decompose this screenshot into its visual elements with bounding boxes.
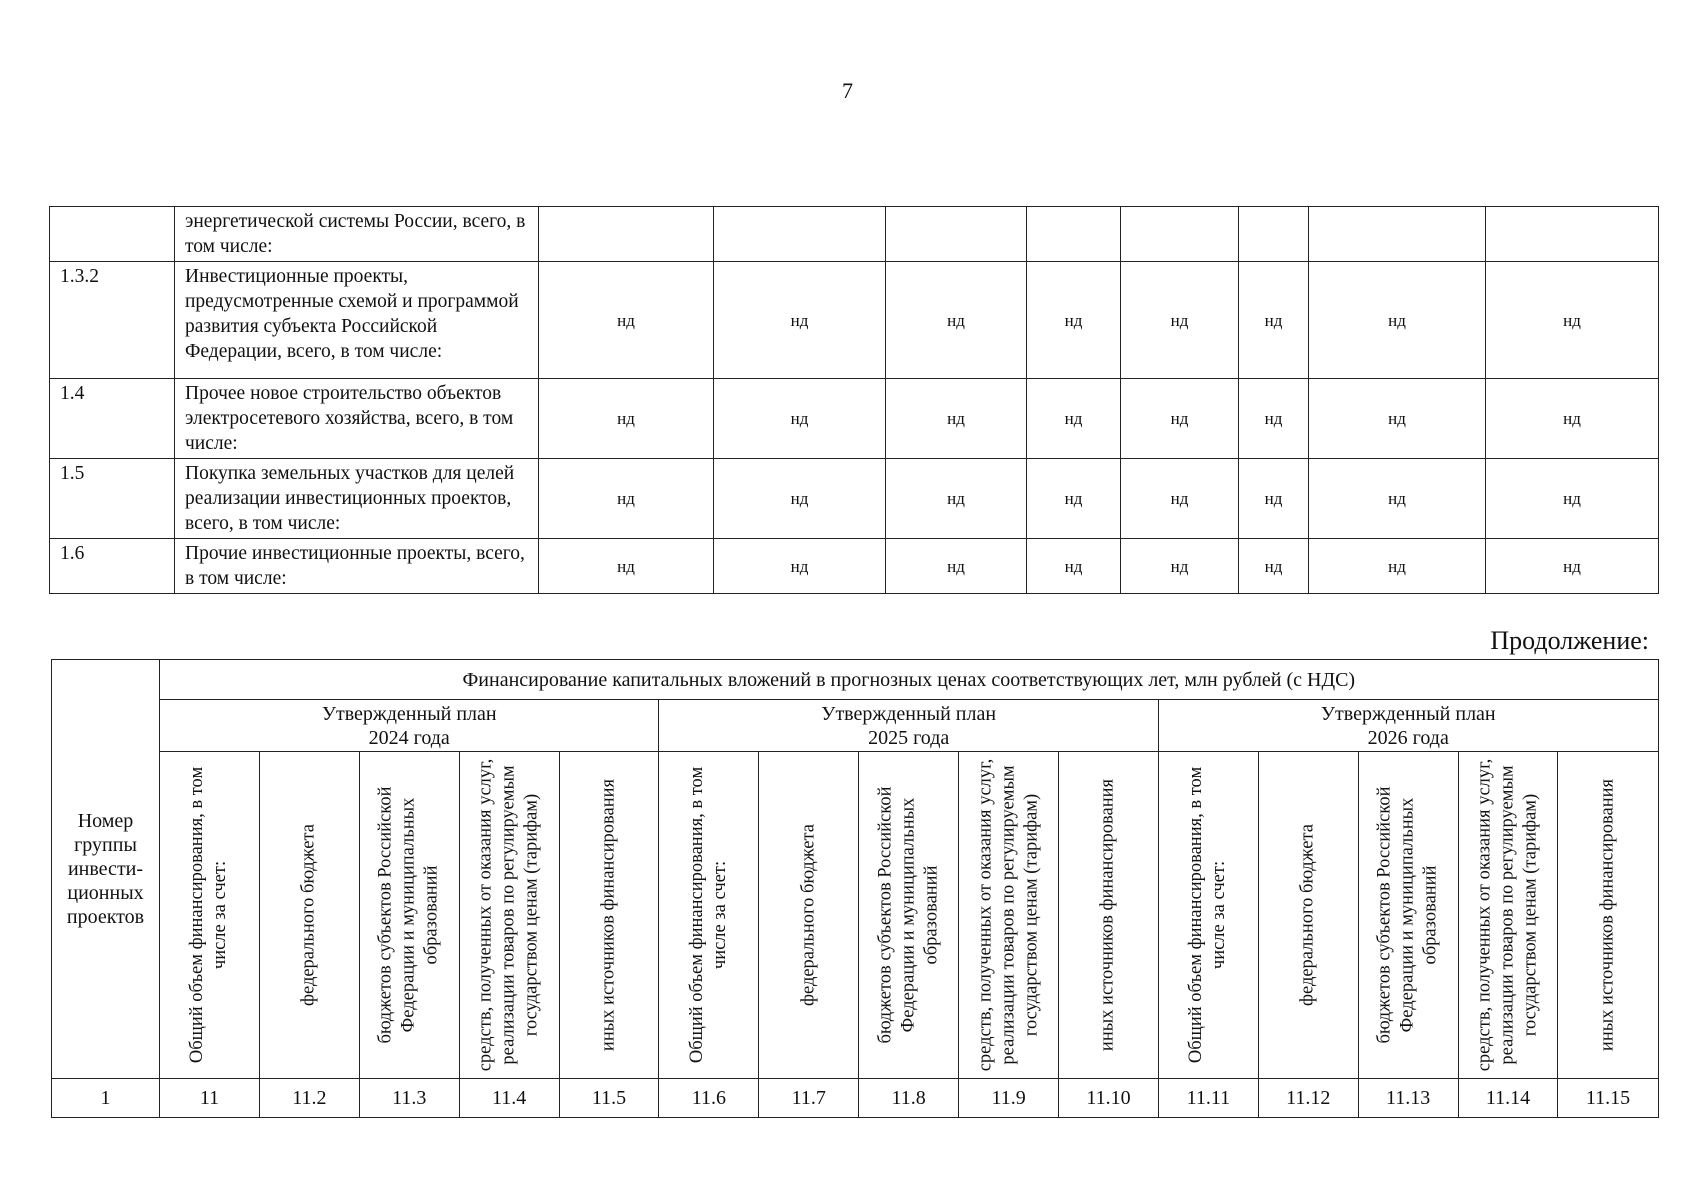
row-value: нд	[1309, 539, 1486, 594]
column-index: 11.8	[859, 1079, 959, 1118]
funding-source-header	[459, 752, 559, 1079]
funding-source-label: бюджетов субъектов Российской Федерации и муниципальных образований	[875, 786, 942, 1044]
row-value: нд	[1486, 379, 1659, 459]
year-plan-year: 2025 года	[868, 726, 950, 749]
row-value: нд	[1486, 539, 1659, 594]
funding-source-label: средств, полученных от оказания услуг, реализации товаров по регулируемым государством ценам (тарифам)	[475, 758, 542, 1072]
row-value	[539, 207, 714, 262]
column-index: 11.13	[1358, 1079, 1458, 1118]
row-value: нд	[1486, 459, 1659, 539]
column-index: 11.12	[1258, 1079, 1358, 1118]
row-value: нд	[1121, 539, 1239, 594]
year-plan-title: Утвержденный план	[821, 702, 997, 725]
row-description: Прочее новое строительство объектов электросетевого хозяйства, всего, в том числе:	[175, 379, 539, 459]
row-number: 1.6	[50, 539, 175, 594]
column-index: 11.15	[1558, 1079, 1658, 1118]
investment-projects-table	[49, 206, 1659, 594]
row-value: нд	[1239, 262, 1309, 379]
financing-main-header: Финансирование капитальных вложений в прогнозных ценах соответствующих лет, млн рублей (с НДС)	[160, 660, 1659, 700]
funding-source-header	[959, 752, 1059, 1079]
funding-source-header	[1558, 752, 1658, 1079]
funding-source-label: Общий объем финансирования, в том числе за счет:	[187, 766, 231, 1064]
funding-source-header	[1158, 752, 1258, 1079]
table-row	[50, 262, 1659, 379]
year-plan-title: Утвержденный план	[1320, 702, 1496, 725]
continuation-label: Продолжение:	[1490, 626, 1649, 655]
funding-source-header	[759, 752, 859, 1079]
funding-source-header	[859, 752, 959, 1079]
row-value: нд	[539, 539, 714, 594]
year-plan-header	[659, 700, 1158, 752]
column-index: 11.4	[459, 1079, 559, 1118]
row-value: нд	[1121, 262, 1239, 379]
row-value: нд	[1309, 262, 1486, 379]
column-index: 11.10	[1059, 1079, 1159, 1118]
column-index: 11.2	[259, 1079, 359, 1118]
column-index: 11.9	[959, 1079, 1059, 1118]
row-number: 1.5	[50, 459, 175, 539]
column-index: 11.14	[1458, 1079, 1558, 1118]
row-value: нд	[539, 459, 714, 539]
table-row	[50, 459, 1659, 539]
column-index: 11.11	[1158, 1079, 1258, 1118]
year-plan-year: 2026 года	[1367, 726, 1449, 749]
funding-source-label: Общий объем финансирования, в том числе за счет:	[686, 766, 730, 1064]
row-value: нд	[1486, 262, 1659, 379]
funding-source-label: средств, полученных от оказания услуг, реализации товаров по регулируемым государством ценам (тарифам)	[975, 758, 1042, 1072]
row-value: нд	[1121, 379, 1239, 459]
table-row	[50, 539, 1659, 594]
column-index: 11	[160, 1079, 260, 1118]
row-value: нд	[539, 379, 714, 459]
row-value: нд	[714, 379, 886, 459]
table-row	[50, 207, 1659, 262]
funding-source-label: бюджетов субъектов Российской Федерации и муниципальных образований	[375, 786, 442, 1044]
funding-source-label: федерального бюджета	[1297, 824, 1318, 1007]
column-index: 11.6	[659, 1079, 759, 1118]
row-value: нд	[886, 262, 1027, 379]
funding-source-label: средств, полученных от оказания услуг, реализации товаров по регулируемым государством ценам (тарифам)	[1474, 758, 1541, 1072]
row-value: нд	[1027, 539, 1121, 594]
funding-source-header	[1258, 752, 1358, 1079]
row-value: нд	[1027, 262, 1121, 379]
row-value: нд	[886, 459, 1027, 539]
row-description: Покупка земельных участков для целей реализации инвестиционных проектов, всего, в том числе:	[175, 459, 539, 539]
row-value	[886, 207, 1027, 262]
group-number-header: Номер группы инвести-ционных проектов	[52, 660, 160, 1079]
year-plan-header	[160, 700, 659, 752]
funding-source-header	[1059, 752, 1159, 1079]
row-value: нд	[1239, 379, 1309, 459]
row-value	[1121, 207, 1239, 262]
row-value: нд	[1309, 459, 1486, 539]
funding-source-label: Общий объем финансирования, в том числе за счет:	[1186, 766, 1230, 1064]
funding-source-label: бюджетов субъектов Российской Федерации и муниципальных образований	[1374, 786, 1441, 1044]
funding-source-label: федерального бюджета	[298, 824, 319, 1007]
row-value: нд	[539, 262, 714, 379]
row-number	[50, 207, 175, 262]
row-value	[1239, 207, 1309, 262]
column-index: 11.7	[759, 1079, 859, 1118]
column-index: 11.3	[359, 1079, 459, 1118]
year-plan-header	[1158, 700, 1658, 752]
financing-header-table	[51, 659, 1659, 1118]
funding-source-header	[1458, 752, 1558, 1079]
row-number: 1.4	[50, 379, 175, 459]
row-value: нд	[886, 379, 1027, 459]
funding-source-header	[259, 752, 359, 1079]
row-value: нд	[1309, 379, 1486, 459]
row-number: 1.3.2	[50, 262, 175, 379]
row-value: нд	[1239, 539, 1309, 594]
row-value: нд	[1027, 379, 1121, 459]
row-value	[1027, 207, 1121, 262]
row-description: Прочие инвестиционные проекты, всего, в том числе:	[175, 539, 539, 594]
funding-source-label: иных источников финансирования	[1097, 778, 1118, 1052]
column-index: 1	[52, 1079, 160, 1118]
row-value: нд	[1239, 459, 1309, 539]
funding-source-header	[160, 752, 260, 1079]
row-value: нд	[886, 539, 1027, 594]
funding-source-label: иных источников финансирования	[1597, 778, 1618, 1052]
column-index: 11.5	[559, 1079, 659, 1118]
row-value: нд	[1121, 459, 1239, 539]
row-value	[1309, 207, 1486, 262]
row-value: нд	[1027, 459, 1121, 539]
page-number: 7	[842, 78, 853, 103]
funding-source-header	[1358, 752, 1458, 1079]
funding-source-header	[559, 752, 659, 1079]
year-plan-title: Утвержденный план	[321, 702, 497, 725]
row-value: нд	[714, 262, 886, 379]
funding-source-label: федерального бюджета	[798, 824, 819, 1007]
row-value	[1486, 207, 1659, 262]
table-row	[50, 379, 1659, 459]
row-value: нд	[714, 539, 886, 594]
row-value	[714, 207, 886, 262]
row-description: Инвестиционные проекты, предусмотренные схемой и программой развития субъекта Российской Федерации, всего, в том числе:	[175, 262, 539, 379]
year-plan-year: 2024 года	[368, 726, 450, 749]
funding-source-label: иных источников финансирования	[598, 778, 619, 1052]
row-description: энергетической системы России, всего, в том числе:	[175, 207, 539, 262]
row-value: нд	[714, 459, 886, 539]
funding-source-header	[659, 752, 759, 1079]
funding-source-header	[359, 752, 459, 1079]
